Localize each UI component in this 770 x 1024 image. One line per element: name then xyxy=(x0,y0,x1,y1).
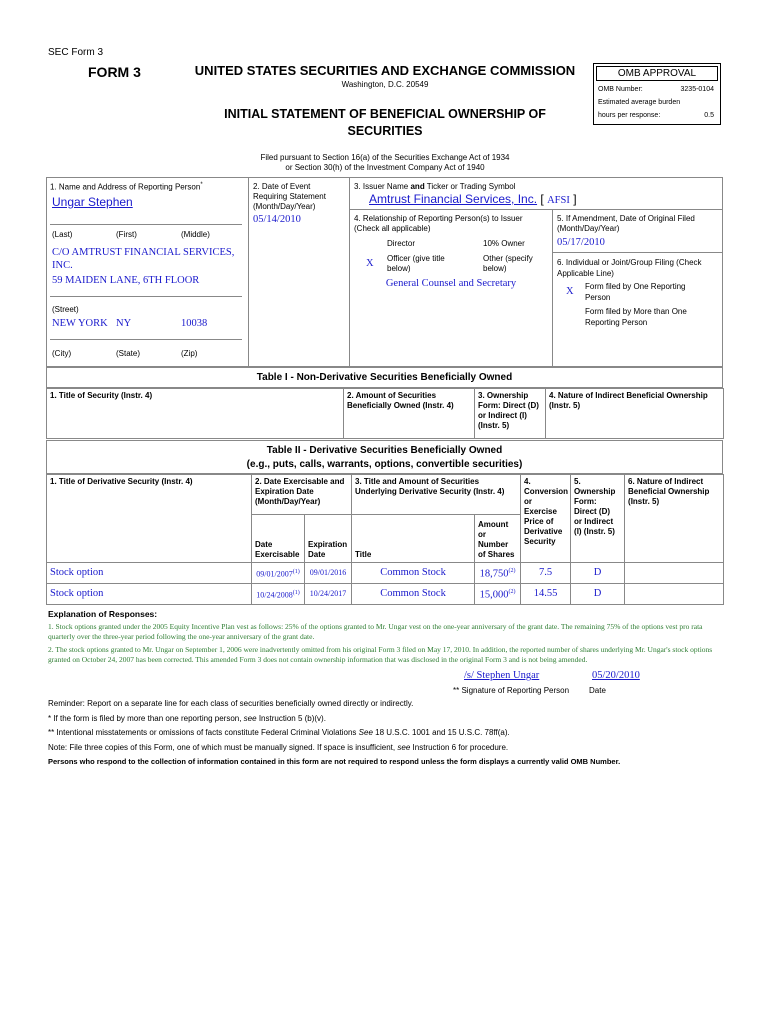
signature-date-label: Date xyxy=(589,686,606,695)
table2-title xyxy=(46,440,723,474)
table-row xyxy=(47,584,724,605)
amendment-label-line2: (Month/Day/Year) xyxy=(557,224,620,233)
amendment-date: 05/17/2010 xyxy=(557,237,605,248)
t1-col-title: 1. Title of Security (Instr. 4) xyxy=(47,389,344,439)
other-line2: below) xyxy=(483,264,507,273)
one-reporting-check-mark: X xyxy=(566,286,574,297)
row1-amount: 18,750$^{(2)}$ xyxy=(475,563,521,584)
address-line3: 59 MAIDEN LANE, 6TH FLOOR xyxy=(52,275,200,286)
issuer-name[interactable]: Amtrust Financial Services, Inc. xyxy=(369,192,538,206)
omb-approval-title: OMB APPROVAL xyxy=(596,66,718,81)
table-row xyxy=(47,563,724,584)
event-date: 05/14/2010 xyxy=(253,214,301,225)
signature-name: /s/ Stephen Ungar xyxy=(464,670,540,681)
t2-sub-amount: Amount or Number of Shares xyxy=(475,515,521,563)
row1-expiration: 09/01/2016 xyxy=(305,563,352,584)
t2-col-nature: 6. Nature of Indirect Beneficial Ownership (Instr. 5) xyxy=(625,475,724,563)
t2-sub-expiration: Expiration Date xyxy=(305,515,352,563)
amendment-label xyxy=(557,214,695,234)
one-reporting-option xyxy=(585,281,686,303)
reporter-city: NEW YORK xyxy=(52,318,108,329)
reminder-text: Reminder: Report on a separate line for each class of securities beneficially owned directly or indirectly. xyxy=(48,699,414,708)
row2-nature xyxy=(625,584,724,605)
more-reporting-line2: Reporting Person xyxy=(585,318,648,327)
omb-number-label: OMB Number: xyxy=(598,86,643,93)
other-option xyxy=(483,254,533,274)
table1-header-row xyxy=(47,389,724,439)
zip-label: (Zip) xyxy=(181,349,198,358)
issuer-ticker: AFSI xyxy=(547,195,570,206)
form-number: FORM 3 xyxy=(88,64,141,80)
last-label: (Last) xyxy=(52,230,73,239)
filed-pursuant xyxy=(170,153,600,173)
middle-label: (Middle) xyxy=(181,230,210,239)
row1-exercisable: 09/01/2007$^{(1)}$ xyxy=(252,563,305,584)
row1-nature xyxy=(625,563,724,584)
omb-hours-label: hours per response: xyxy=(598,112,661,119)
omb-approval-box xyxy=(593,63,721,125)
issuer-name-line xyxy=(369,192,577,206)
event-label-line2: Requiring Statement xyxy=(253,192,326,201)
officer-title: General Counsel and Secretary xyxy=(385,278,517,289)
filing-label-line2: Applicable Line) xyxy=(557,269,614,278)
signature-label: ** Signature of Reporting Person xyxy=(453,686,570,695)
amendment-label-line1: 5. If Amendment, Date of Original Filed xyxy=(557,214,695,223)
reporter-label: 1. Name and Address of Reporting Person* xyxy=(50,182,203,192)
copies-note: Note: File three copies of this Form, one of which must be manually signed. If space is insufficient, see Instruction 6 for procedure. xyxy=(48,743,509,752)
relationship-label xyxy=(354,214,523,234)
officer-line1: Officer (give title xyxy=(387,254,445,263)
reporter-name[interactable]: Ungar Stephen xyxy=(52,195,133,209)
signature-date: 05/20/2010 xyxy=(592,670,640,681)
more-reporting-line1: Form filed by More than One xyxy=(585,307,687,316)
filing-label xyxy=(557,257,702,279)
reporter-zip: 10038 xyxy=(181,318,208,329)
first-label: (First) xyxy=(116,230,137,239)
misstatements-note: ** Intentional misstatements or omissions of facts constitute Federal Criminal Violations See 18 U.S.C. 1001 and 15 U.S.C. 78ff(a). xyxy=(48,728,510,737)
omb-notice: Persons who respond to the collection of information contained in this form are not required to respond unless the form displays a currently valid OMB Number. xyxy=(48,757,621,766)
multiple-persons-note: * If the form is filed by more than one reporting person, see Instruction 5 (b)(v). xyxy=(48,714,326,723)
row2-expiration: 10/24/2017 xyxy=(305,584,352,605)
more-reporting-option xyxy=(585,306,687,328)
table2-header-row xyxy=(47,475,724,515)
omb-burden-label: Estimated average burden xyxy=(598,99,681,106)
explanation-heading: Explanation of Responses: xyxy=(48,609,158,619)
issuer-label: 3. Issuer Name and Ticker or Trading Symbol xyxy=(354,182,516,191)
row1-title: Common Stock xyxy=(352,563,475,584)
t1-col-nature: 4. Nature of Indirect Beneficial Ownership (Instr. 5) xyxy=(546,389,724,439)
bracket-close: ] xyxy=(573,192,577,206)
one-reporting-line1: Form filed by One Reporting xyxy=(585,282,686,291)
other-line1: Other (specify xyxy=(483,254,533,263)
bracket-open: [ xyxy=(540,192,544,206)
table2-title-line1: Table II - Derivative Securities Beneficially Owned xyxy=(266,445,503,456)
address-line2: INC. xyxy=(52,260,73,271)
filed-pursuant-line1: Filed pursuant to Section 16(a) of the Securities Exchange Act of 1934 xyxy=(260,153,510,162)
one-reporting-line2: Person xyxy=(585,293,611,302)
relationship-label-line2: (Check all applicable) xyxy=(354,224,431,233)
form-title-line2: SECURITIES xyxy=(347,124,423,138)
row2-amount: 15,000$^{(2)}$ xyxy=(475,584,521,605)
row2-security: Stock option xyxy=(47,584,252,605)
explanation-note-1: 1. Stock options granted under the 2005 Equity Incentive Plan vest as follows: 25% of the options granted to Mr. Ungar vest on the one-year anniversary of the grant date. The remaining 75% of the options vest pro rata quarterly over the three-year period following the one-year anniversary of the grant date. xyxy=(48,622,703,641)
address-line1: C/O AMTRUST FINANCIAL SERVICES, xyxy=(52,247,235,258)
row2-price: 14.55 xyxy=(521,584,571,605)
row2-exercisable: 10/24/2008$^{(1)}$ xyxy=(252,584,305,605)
row2-title: Common Stock xyxy=(352,584,475,605)
t2-col-title: 1. Title of Derivative Security (Instr. 4) xyxy=(47,475,252,563)
event-date-label xyxy=(253,182,326,212)
row1-price: 7.5 xyxy=(521,563,571,584)
relationship-label-line1: 4. Relationship of Reporting Person(s) to Issuer xyxy=(354,214,523,223)
reporter-address xyxy=(52,246,234,287)
commission-title: UNITED STATES SECURITIES AND EXCHANGE COMMISSION xyxy=(194,63,576,78)
director-option: Director xyxy=(387,239,416,248)
city-label: (City) xyxy=(52,349,72,358)
officer-check-mark: X xyxy=(366,258,374,269)
state-label: (State) xyxy=(116,349,141,358)
t2-sub-title: Title xyxy=(352,515,475,563)
table1-non-derivative xyxy=(46,388,724,439)
street-label: (Street) xyxy=(52,305,79,314)
omb-hours-value: 0.5 xyxy=(704,112,714,119)
filing-label-line1: 6. Individual or Joint/Group Filing (Check xyxy=(557,258,702,267)
filed-pursuant-line2: or Section 30(h) of the Investment Company Act of 1940 xyxy=(285,163,485,172)
t2-col-ownership: 5. Ownership Form: Direct (D) or Indirect (I) (Instr. 5) xyxy=(571,475,625,563)
sec-form-label: SEC Form 3 xyxy=(48,47,104,58)
ten-percent-owner-option: 10% Owner xyxy=(483,239,525,248)
t2-col-conversion: 4. Conversion or Exercise Price of Derivative Security xyxy=(521,475,571,563)
omb-number-value: 3235-0104 xyxy=(680,86,714,93)
reporter-state: NY xyxy=(116,318,132,329)
form-title-line1: INITIAL STATEMENT OF BENEFICIAL OWNERSHIP OF xyxy=(224,107,546,121)
event-label-line3: (Month/Day/Year) xyxy=(253,202,316,211)
row1-form: D xyxy=(571,563,625,584)
t2-sub-date-exercisable: Date Exercisable xyxy=(252,515,305,563)
t1-col-amount: 2. Amount of Securities Beneficially Owned (Instr. 4) xyxy=(344,389,475,439)
row2-form: D xyxy=(571,584,625,605)
table2-derivative xyxy=(46,474,724,605)
row1-security: Stock option xyxy=(47,563,252,584)
t2-col-dates: 2. Date Exercisable and Expiration Date (Month/Day/Year) xyxy=(252,475,352,515)
officer-line2: below) xyxy=(387,264,411,273)
form-title xyxy=(180,106,590,140)
commission-city: Washington, D.C. 20549 xyxy=(341,80,429,89)
explanation-note-2: 2. The stock options granted to Mr. Ungar on September 1, 2006 were inadvertently omitted from his original Form 3 filed on May 17, 2010. In addition, the reported number of shares underlying Mr. Ungar's stock options granted on October 24, 2007 has been corrected. This amended Form 3 does not contain ownership information that was disclosed in the original Form 3 and is not being amended. xyxy=(48,645,713,664)
event-label-line1: 2. Date of Event xyxy=(253,182,311,191)
t1-col-ownership: 3. Ownership Form: Direct (D) or Indirect (I) (Instr. 5) xyxy=(475,389,546,439)
table2-title-line2: (e.g., puts, calls, warrants, options, convertible securities) xyxy=(246,459,523,470)
table1-title: Table I - Non-Derivative Securities Beneficially Owned xyxy=(46,367,723,388)
officer-option xyxy=(387,254,445,274)
t2-col-underlying: 3. Title and Amount of Securities Underlying Derivative Security (Instr. 4) xyxy=(352,475,521,515)
